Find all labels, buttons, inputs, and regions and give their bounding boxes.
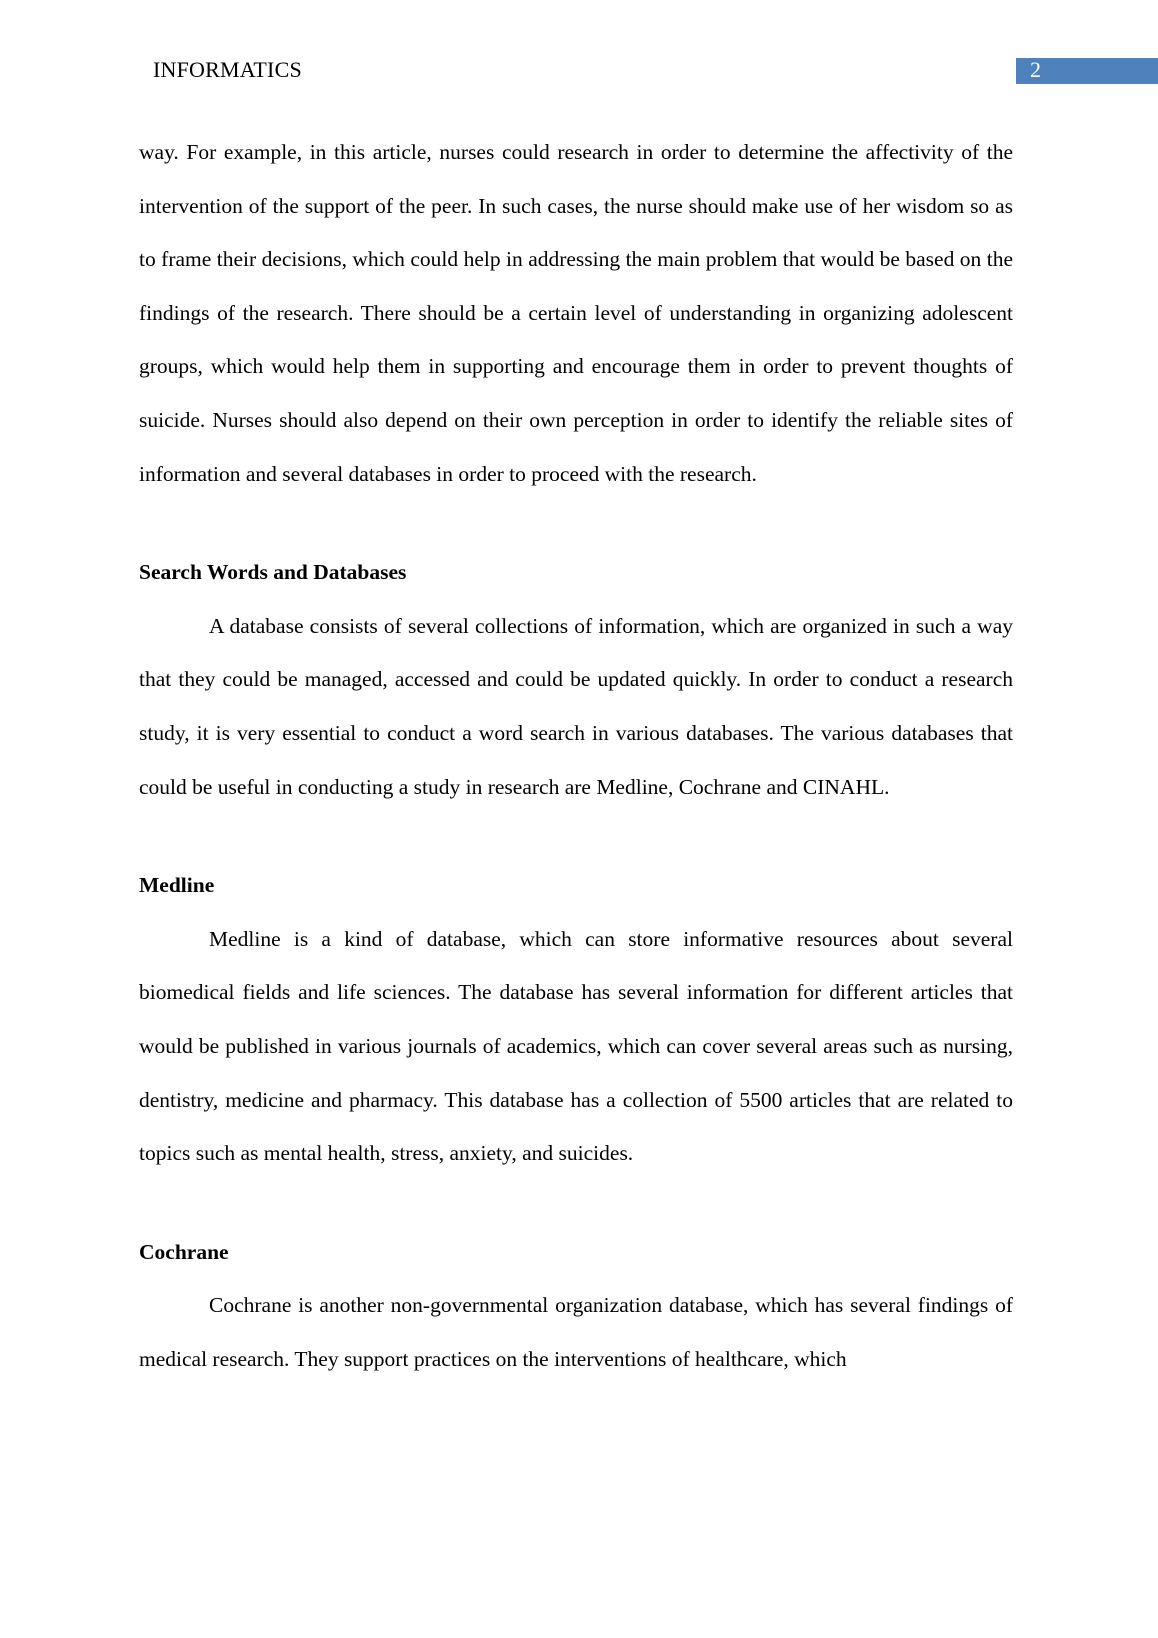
section-heading-cochrane: Cochrane bbox=[139, 1239, 229, 1264]
page-number-box bbox=[1016, 58, 1158, 84]
section-heading-medline: Medline bbox=[139, 873, 215, 898]
section-gap bbox=[139, 814, 1013, 859]
section-paragraph-search-words: A database consists of several collections of information, which are organized in such a way that they could be managed, accessed and could be updated quickly. In order to conduct a research study, it is very essential to conduct a word search in various databases. The various databases that could be useful in conducting a study in research are Medline, Cochrane and CINAHL. bbox=[139, 613, 1013, 799]
page-number: 2 bbox=[1030, 57, 1041, 82]
document-body bbox=[139, 126, 1013, 1386]
section-paragraph-cochrane: Cochrane is another non-governmental organization database, which has several findings of medical research. They support practices on the interventions of healthcare, which bbox=[139, 1293, 1013, 1371]
section-heading-search-words: Search Words and Databases bbox=[139, 560, 407, 585]
section-gap bbox=[139, 1181, 1013, 1226]
section-paragraph-medline: Medline is a kind of database, which can store informative resources about several biomedical fields and life sciences. The database has several information for different articles that would be published in various journals of academics, which can cover several areas such as nursing, dentistry, medicine and pharmacy. This database has a collection of 5500 articles that are related to topics such as mental health, stress, anxiety, and suicides. bbox=[139, 926, 1013, 1166]
intro-paragraph: way. For example, in this article, nurses could research in order to determine the affectivity of the intervention of the support of the peer. In such cases, the nurse should make use of her wisdom so as to frame their decisions, which could help in addressing the main problem that would be based on the findings of the research. There should be a certain level of understanding in organizing adolescent groups, which would help them in supporting and encourage them in order to prevent thoughts of suicide. Nurses should also depend on their own perception in order to identify the reliable sites of information and several databases in order to proceed with the research. bbox=[139, 140, 1013, 486]
running-head: INFORMATICS bbox=[153, 57, 302, 82]
section-gap bbox=[139, 501, 1013, 546]
